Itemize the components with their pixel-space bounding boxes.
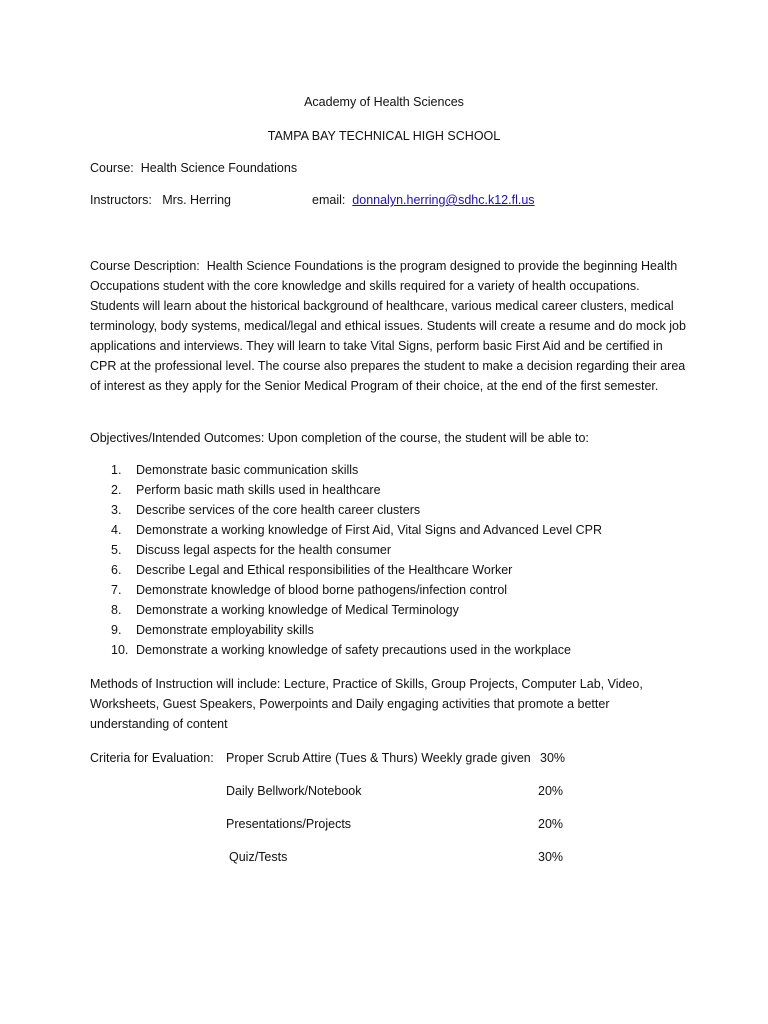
criteria-percent: 20% [538, 784, 564, 798]
email-link[interactable]: donnalyn.herring@sdhc.k12.fl.us [352, 193, 535, 207]
criteria-item: Presentations/Projects [226, 817, 352, 831]
list-item [90, 600, 690, 620]
item-text: Demonstrate a working knowledge of Medical Terminology [136, 603, 459, 617]
item-number: 8. [111, 603, 122, 617]
item-number: 10. [111, 643, 129, 657]
list-item [90, 620, 690, 640]
item-number: 7. [111, 583, 122, 597]
email-line [312, 190, 535, 210]
email-label: email: [312, 193, 346, 207]
list-item [90, 480, 690, 500]
criteria-item: Daily Bellwork/Notebook [226, 784, 362, 798]
item-number: 4. [111, 523, 122, 537]
item-text: Describe services of the core health career clusters [136, 503, 421, 517]
item-text: Perform basic math skills used in healthcare [136, 483, 381, 497]
methods-of-instruction: Methods of Instruction will include: Lecture, Practice of Skills, Group Projects, Computer Lab, Video, Worksheets, Guest Speakers, Powerpoints and Daily engaging activities that promote a better understanding of content [90, 677, 643, 731]
item-number: 9. [111, 623, 122, 637]
item-number: 1. [111, 463, 122, 477]
criteria-item: Quiz/Tests [229, 850, 288, 864]
description-text: Health Science Foundations is the program designed to provide the beginning Health Occupations student with the core knowledge and skills required for a variety of health occupations. Students will learn about the historical background of healthcare, various medical career clusters, medical terminology, body systems, medical/legal and ethical issues. Students will create a resume and do mock job applications and interviews. They will learn to take Vital Signs, perform basic First Aid and be certified in CPR at the professional level. The course also prepares the student to make a decision regarding their area of interest as they apply for the Senior Medical Program of their choice, at the end of the first semester. [90, 259, 686, 393]
course-line [90, 158, 297, 178]
item-number: 5. [111, 543, 122, 557]
instructors-label: Instructors: [90, 193, 152, 207]
list-item [90, 540, 690, 560]
course-name: Health Science Foundations [140, 161, 298, 175]
item-text: Discuss legal aspects for the health consumer [136, 543, 391, 557]
instructor-name: Mrs. Herring [162, 193, 232, 207]
list-item [90, 460, 690, 480]
item-text: Demonstrate a working knowledge of safety precautions used in the workplace [136, 643, 571, 657]
academy-title: Academy of Health Sciences [304, 95, 464, 109]
instructors-line [90, 190, 231, 210]
item-text: Demonstrate knowledge of blood borne pathogens/infection control [136, 583, 508, 597]
criteria-percent: 20% [538, 817, 564, 831]
description-label: Course Description: [90, 259, 200, 273]
school-title: TAMPA BAY TECHNICAL HIGH SCHOOL [267, 129, 501, 143]
course-label: Course: [90, 161, 134, 175]
criteria-item: Proper Scrub Attire (Tues & Thurs) Weekly grade given [226, 751, 531, 765]
item-text: Demonstrate a working knowledge of First Aid, Vital Signs and Advanced Level CPR [136, 523, 602, 537]
criteria-percent: 30% [538, 850, 564, 864]
item-text: Demonstrate basic communication skills [136, 463, 359, 477]
list-item [90, 580, 690, 600]
item-number: 3. [111, 503, 122, 517]
criteria-percent: 30% [540, 751, 566, 765]
list-item [90, 500, 690, 520]
item-text: Demonstrate employability skills [136, 623, 314, 637]
list-item [90, 640, 690, 660]
course-description [90, 256, 690, 396]
list-item [90, 560, 690, 580]
objectives-list [90, 460, 690, 660]
item-number: 2. [111, 483, 122, 497]
criteria-label: Criteria for Evaluation: [90, 751, 214, 765]
objectives-intro: Objectives/Intended Outcomes: Upon completion of the course, the student will be able to: [90, 431, 589, 445]
item-text: Describe Legal and Ethical responsibilities of the Healthcare Worker [136, 563, 513, 577]
item-number: 6. [111, 563, 122, 577]
list-item [90, 520, 690, 540]
